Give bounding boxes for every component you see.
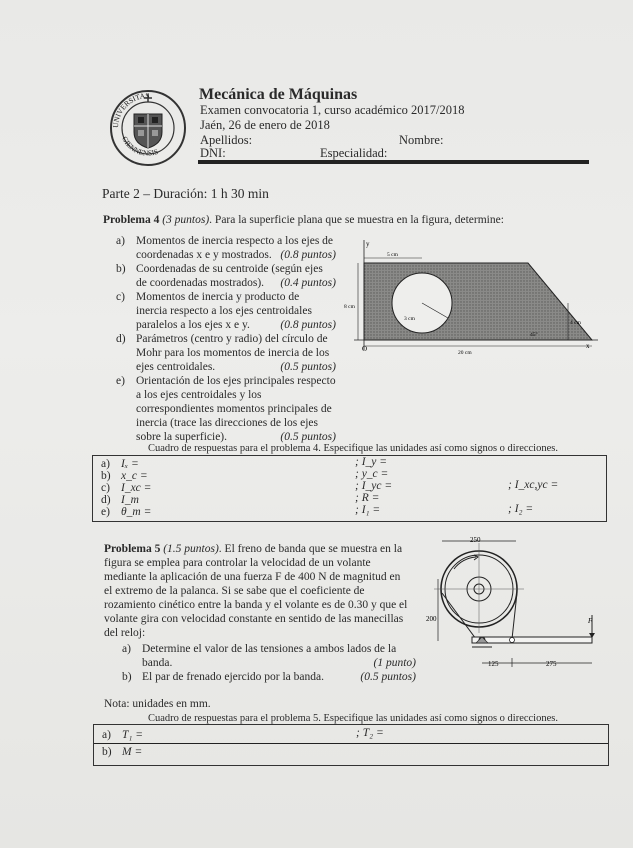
problem-5-statement: Problema 5 (1.5 puntos). El freno de banda que se muestra en la figura se emplea para controlar la velocidad de un volante mediante la aplicación de una fuerza F de 400 N de magnitud en el extremo de la palanca. Si se sabe que el coeficiente de rozamiento cinético entre la banda y el volante es de 0.30 y que el volante gira con velocidad constante en sentido de las manecillas del reloj: xyxy=(104,543,408,639)
origin-label: O xyxy=(362,345,368,353)
problem-4-heading: Problema 4 (3 puntos). Para la superficie plana que se muestra en la figura, determine: xyxy=(103,214,504,226)
p4-items-item-line: coordenadas x e y mostrados. (0.8 puntos) xyxy=(136,249,336,261)
p5-items-item-line: El par de frenado ejercido por la banda. (0.5 puntos) xyxy=(142,671,416,683)
p4-items-item-label: d) xyxy=(116,333,126,345)
surname-label: Apellidos: xyxy=(200,133,253,147)
p4-items-item-line: inercia (trace las direcciones de los ejes xyxy=(136,417,318,429)
p4-items-item-line: paralelos a los ejes x e y. (0.8 puntos) xyxy=(136,319,336,331)
p5-items-item-points: (1 punto) xyxy=(373,657,416,669)
p5-dim-left: 200 xyxy=(426,615,437,623)
p4-items-item xyxy=(116,374,336,444)
plane-surface-figure xyxy=(340,238,600,358)
p4-items-item-line: Orientación de los ejes principales respecto xyxy=(136,375,336,387)
p4-items-item-line: sobre la superficie). (0.5 puntos) xyxy=(136,431,336,443)
p5-row-a-label: a) xyxy=(102,729,111,741)
p4-items-item-line: ejes centroidales. (0.5 puntos) xyxy=(136,361,336,373)
p4-items-item-points: (0.8 puntos) xyxy=(280,319,336,331)
p4-items-item xyxy=(116,290,336,332)
p4-items-item-points: (0.5 puntos) xyxy=(280,361,336,373)
p4-row-a-c1[interactable]: Iₓ = xyxy=(121,458,139,470)
problem-4-items xyxy=(116,234,336,444)
p5-items-item-label: a) xyxy=(122,643,131,655)
p4-items-item-line: Momentos de inercia respecto a los ejes de xyxy=(136,235,334,247)
header-rule xyxy=(198,160,589,164)
p5-dim-b1: 125 xyxy=(488,660,499,668)
p4-answer-box xyxy=(92,455,607,522)
p4-row-b-c1[interactable]: x_c = xyxy=(121,470,148,482)
p4-items-item-line: de coordenadas mostrados). (0.4 puntos) xyxy=(136,277,336,289)
p4-items-item-label: c) xyxy=(116,291,125,303)
band-brake-figure xyxy=(424,533,604,671)
p4-items-item xyxy=(116,332,336,374)
p4-items-item xyxy=(116,262,336,290)
p4-items-item-points: (0.4 puntos) xyxy=(280,277,336,289)
p4-row-a-c2[interactable]: ; I_y = xyxy=(355,456,388,468)
p4-items-item-line: inercia respecto a los ejes centroidales xyxy=(136,305,312,317)
name-label: Nombre: xyxy=(399,133,444,147)
p4-items-item-line: a los ejes centroidales y los xyxy=(136,389,262,401)
p4-row-a-label: a) xyxy=(101,458,110,470)
p4-items-item-points: (0.5 puntos) xyxy=(280,431,336,443)
p5-dim-b2: 275 xyxy=(546,660,557,668)
p4-items-item-line: correspondientes momentos principales de xyxy=(136,403,332,415)
p4-items-item xyxy=(116,234,336,262)
p4-row-d-c1[interactable]: I_m xyxy=(121,494,139,506)
p5-items-item-points: (0.5 puntos) xyxy=(360,671,416,683)
p4-items-item-line: Parámetros (centro y radio) del círculo de xyxy=(136,333,328,345)
dni-label: DNI: xyxy=(200,146,226,160)
p5-note: Nota: unidades en mm. xyxy=(104,698,211,710)
p5-items-item-line: Determine el valor de las tensiones a ambos lados de la xyxy=(142,643,397,655)
axis-x-label: x xyxy=(586,342,590,350)
p5-items-item xyxy=(122,642,416,670)
p4-row-e-c2[interactable]: ; I₁ = xyxy=(355,504,381,516)
p4-items-item-line: Coordenadas de su centroide (según ejes xyxy=(136,263,323,275)
p4-row-e-c3[interactable]: ; I₂ = xyxy=(508,503,534,515)
p5-row-a-c2[interactable]: ; T₂ = xyxy=(356,727,384,739)
p5-row-b-c1[interactable]: M = xyxy=(122,746,143,758)
p5-row-a-c1[interactable]: T₁ = xyxy=(122,729,144,741)
p5-items-item-label: b) xyxy=(122,671,132,683)
exam-date: Jaén, 26 de enero de 2018 xyxy=(200,118,330,132)
p4-row-c-c2[interactable]: ; I_yc = xyxy=(355,480,393,492)
part-heading: Parte 2 – Duración: 1 h 30 min xyxy=(102,186,269,201)
problem-5-items xyxy=(122,642,416,684)
p5-items-item-line: banda. (1 punto) xyxy=(142,657,416,669)
seal-lettering: UNIVERSITAS xyxy=(110,90,150,129)
p4-row-d-label: d) xyxy=(101,494,111,506)
p4-row-d-c2[interactable]: ; R = xyxy=(355,492,380,504)
dim-left: 8 cm xyxy=(344,304,355,310)
p4-table-caption: Cuadro de respuestas para el problema 4. Especifique las unidades así como signos o direcciones. xyxy=(148,443,558,454)
brake-lever xyxy=(472,637,592,643)
p5-dim-top: 250 xyxy=(470,536,481,544)
exam-title: Mecánica de Máquinas xyxy=(199,86,358,103)
dim-radius: 3 cm xyxy=(404,316,415,322)
specialty-label: Especialidad: xyxy=(320,146,388,160)
p4-items-item-label: b) xyxy=(116,263,126,275)
p4-row-b-label: b) xyxy=(101,470,111,482)
p4-items-item-label: e) xyxy=(116,375,125,387)
p4-row-c-c1[interactable]: I_xc = xyxy=(121,482,152,494)
dim-top: 5 cm xyxy=(387,252,398,258)
angle-label: 45° xyxy=(530,332,538,338)
dim-right: 4 cm xyxy=(570,320,581,326)
p4-items-item-label: a) xyxy=(116,235,125,247)
p4-row-e-c1[interactable]: θ_m = xyxy=(121,506,152,518)
p4-items-item-line: Momentos de inercia y producto de xyxy=(136,291,300,303)
p4-row-e-label: e) xyxy=(101,506,110,518)
p4-row-c-label: c) xyxy=(101,482,110,494)
dim-bottom: 20 cm xyxy=(458,350,472,356)
p5-row-b-label: b) xyxy=(102,746,112,758)
svg-text:GIENNENSIS: GIENNENSIS xyxy=(120,134,160,158)
p4-row-b-c2[interactable]: ; y_c = xyxy=(355,468,389,480)
p4-items-item-points: (0.8 puntos) xyxy=(280,249,336,261)
p5-answer-box xyxy=(93,724,609,766)
p4-row-c-c3[interactable]: ; I_xc,yc = xyxy=(508,479,559,491)
p4-items-item-line: Mohr para los momentos de inercia de los xyxy=(136,347,330,359)
force-label: F xyxy=(588,617,593,625)
p5-items-item xyxy=(122,670,416,684)
p5-table-caption: Cuadro de respuestas para el problema 5. Especifique las unidades así como signos o direcciones. xyxy=(148,713,558,724)
axis-y-label: y xyxy=(366,240,370,248)
exam-session: Examen convocatoria 1, curso académico 2017/2018 xyxy=(200,103,465,117)
university-seal-icon xyxy=(108,88,190,168)
